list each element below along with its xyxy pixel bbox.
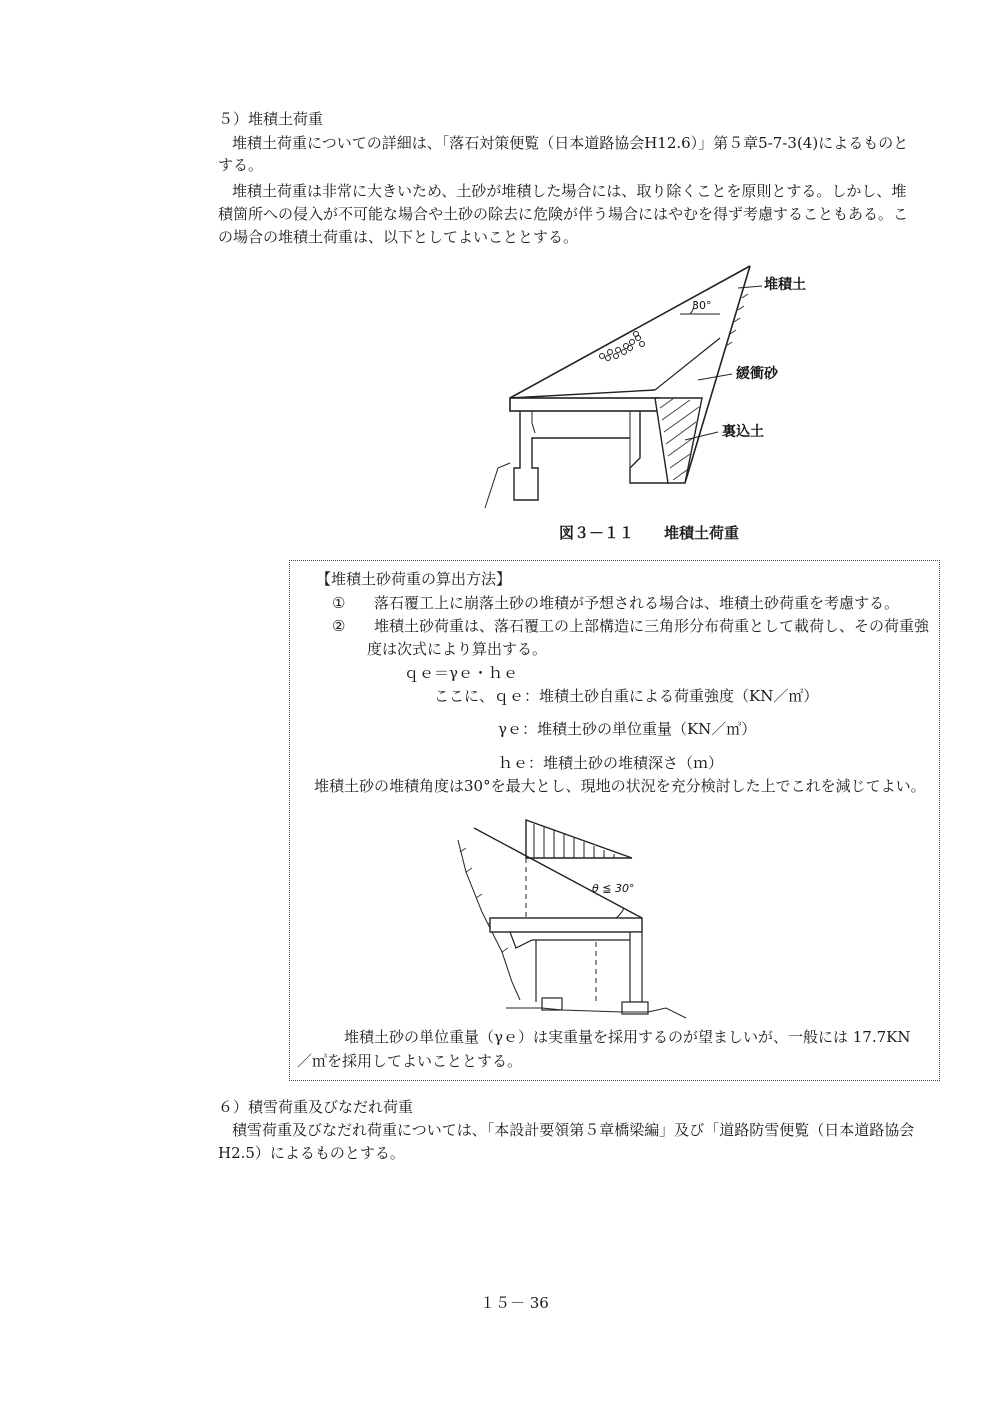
box-formula: ｑｅ＝γｅ・ｈｅ — [404, 664, 518, 682]
figure-sediment-load — [480, 258, 820, 513]
label-sediment-soil: 堆積土 — [764, 277, 806, 293]
section5-p2-line2: 積箇所への侵入が不可能な場合や土砂の除去に危険が伴う場合にはやむを得ず考慮することもある。こ — [218, 205, 909, 223]
box-item2-text: 堆積土砂荷重は、落石覆工の上部構造に三角形分布荷重として載荷し、その荷重強 — [374, 617, 930, 635]
section6-p1-line2: H2.5）によるものとする。 — [218, 1144, 405, 1162]
box-where-he: ｈｅ：堆積土砂の堆積深さ（ｍ） — [498, 754, 724, 772]
box-item2-continuation: 度は次式により算出する。 — [367, 640, 548, 658]
unit-weight-note-line1: 堆積土砂の単位重量（γｅ）は実重量を採用するのが望ましいが、一般には 17.7KN — [344, 1028, 911, 1046]
box-item1-number: ① — [332, 594, 346, 612]
label-backfill-soil: 裏込土 — [722, 424, 764, 440]
section5-title: ５）堆積土荷重 — [218, 110, 324, 128]
label-angle-30: 30° — [692, 299, 712, 312]
section5-p2-line3: の場合の堆積土荷重は、以下としてよいこととする。 — [218, 228, 579, 246]
section6-p1-line1: 積雪荷重及びなだれ荷重については、「本設計要領第５章橋梁編」及び「道路防雪便覧（日本道路協会 — [232, 1121, 915, 1139]
label-cushion-sand: 緩衝砂 — [736, 366, 778, 382]
section6-title: ６）積雪荷重及びなだれ荷重 — [218, 1098, 414, 1116]
page-number: １５－ 36 — [480, 1294, 549, 1312]
unit-weight-note-line2: ／㎥を採用してよいこととする。 — [297, 1052, 523, 1070]
section5-p1-line2: する。 — [218, 156, 264, 174]
box-angle-note: 堆積土砂の堆積角度は30°を最大とし、現地の状況を充分検討した上でこれを減じてよい。 — [314, 777, 926, 795]
box-item2-number: ② — [332, 617, 346, 635]
section5-p1-line1: 堆積土荷重についての詳細は、「落石対策便覧（日本道路協会H12.6）」第５章5-7-3(4)によるものと — [232, 134, 909, 152]
figure1-caption: 図３－１１ 堆積土荷重 — [559, 524, 740, 542]
section5-p2-line1: 堆積土荷重は非常に大きいため、土砂が堆積した場合には、取り除くことを原則とする。しかし、堆 — [232, 182, 907, 200]
box-heading: 【堆積土砂荷重の算出方法】 — [316, 570, 512, 588]
box-where-gamma-e: γｅ：堆積土砂の単位重量（KN／㎥） — [498, 720, 757, 738]
figure-triangular-load — [446, 812, 708, 1024]
box-where-qe: ここに、ｑｅ：堆積土砂自重による荷重強度（KN／㎡） — [434, 687, 819, 705]
label-theta-angle: θ ≦ 30° — [592, 882, 635, 895]
box-item1-text: 落石覆工上に崩落土砂の堆積が予想される場合は、堆積土砂荷重を考慮する。 — [374, 594, 900, 612]
